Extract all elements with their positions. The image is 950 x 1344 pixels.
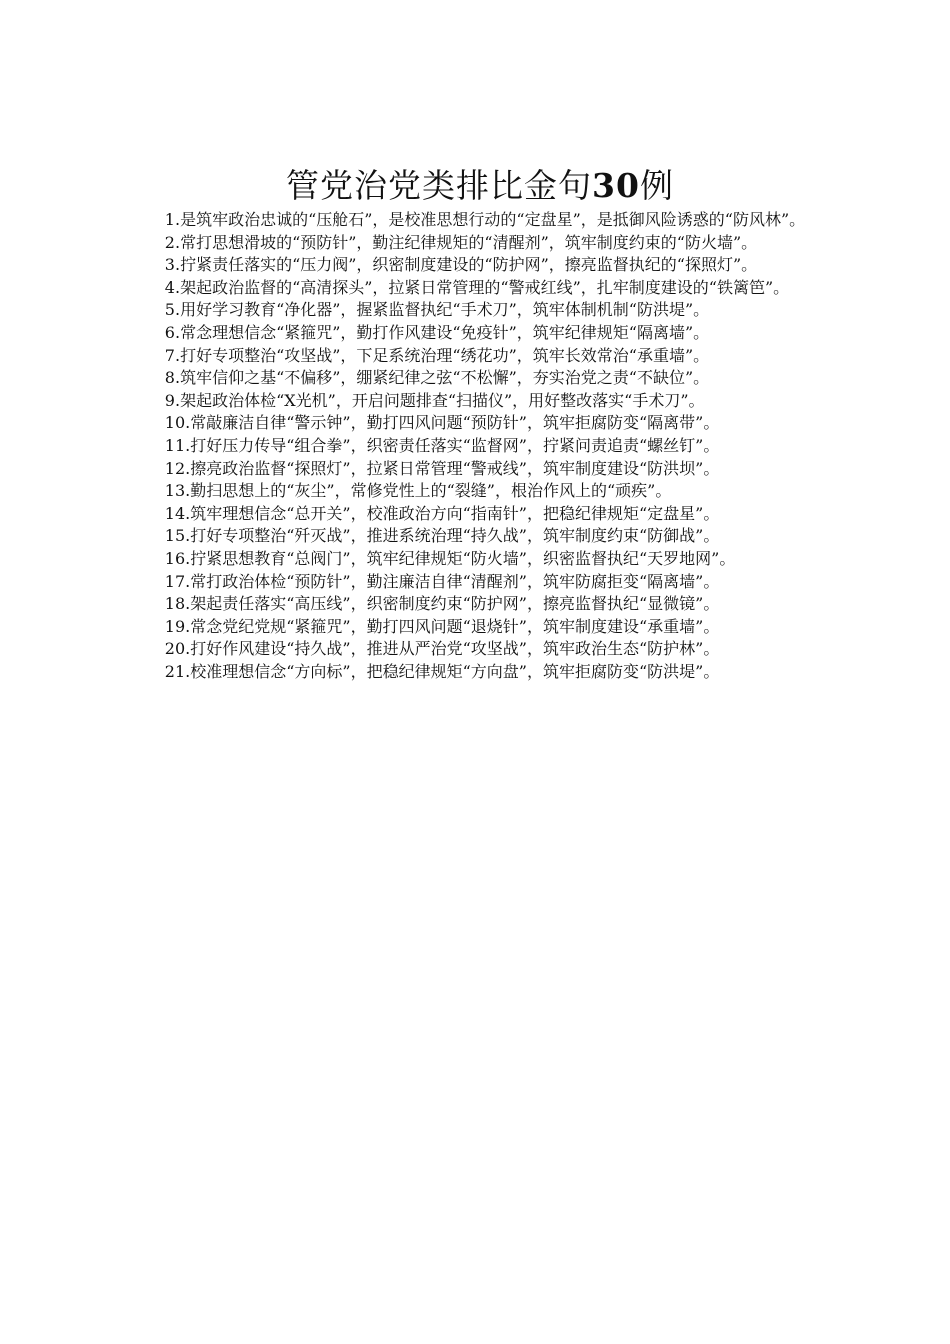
list-item: 18.架起责任落实“高压线”，织密制度约束“防护网”，擦亮监督执纪“显微镜”。 — [164, 594, 720, 614]
list-item: 21.校准理想信念“方向标”，把稳纪律规矩“方向盘”，筑牢拒腐防变“防洪堤”。 — [164, 661, 720, 681]
list-item: 19.常念党纪党规“紧箍咒”，勤打四风问题“退烧针”，筑牢制度建设“承重墙”。 — [164, 616, 720, 636]
list-item: 7.打好专项整治“攻坚战”，下足系统治理“绣花功”，筑牢长效常治“承重墙”。 — [164, 345, 710, 365]
list-item: 2.常打思想滑坡的“预防针”，勤注纪律规矩的“清醒剂”，筑牢制度约束的“防火墙”。 — [164, 232, 758, 252]
list-item: 10.常敲廉洁自律“警示钟”，勤打四风问题“预防针”，筑牢拒腐防变“隔离带”。 — [164, 413, 720, 433]
list-item: 16.拧紧思想教育“总阀门”，筑牢纪律规矩“防火墙”，织密监督执纪“天罗地网”。 — [164, 548, 736, 568]
item-list — [128, 209, 832, 683]
document-title — [128, 163, 832, 209]
list-item: 4.架起政治监督的“高清探头”，拉紧日常管理的“警戒红线”，扎牢制度建设的“铁篱笆”。 — [164, 277, 790, 297]
list-item: 13.勤扫思想上的“灰尘”，常修党性上的“裂缝”，根治作风上的“顽疾”。 — [164, 481, 672, 501]
list-item: 12.擦亮政治监督“探照灯”，拉紧日常管理“警戒线”，筑牢制度建设“防洪坝”。 — [164, 458, 720, 478]
title-suffix: 例 — [639, 166, 674, 205]
list-item: 20.打好作风建设“持久战”，推进从严治党“攻坚战”，筑牢政治生态“防护林”。 — [164, 639, 720, 659]
list-item: 9.架起政治体检“X光机”，开启问题排查“扫描仪”，用好整改落实“手术刀”。 — [164, 390, 705, 410]
list-item: 6.常念理想信念“紧箍咒”，勤打作风建设“免疫针”，筑牢纪律规矩“隔离墙”。 — [164, 322, 710, 342]
list-item: 14.筑牢理想信念“总开关”，校准政治方向“指南针”，把稳纪律规矩“定盘星”。 — [164, 503, 720, 523]
document-page — [128, 163, 832, 683]
list-item: 8.筑牢信仰之基“不偏移”，绷紧纪律之弦“不松懈”，夯实治党之责“不缺位”。 — [164, 368, 710, 388]
title-number: 30 — [592, 166, 640, 205]
list-item: 5.用好学习教育“净化器”，握紧监督执纪“手术刀”，筑牢体制机制“防洪堤”。 — [164, 300, 710, 320]
list-item: 15.打好专项整治“歼灭战”，推进系统治理“持久战”，筑牢制度约束“防御战”。 — [164, 526, 720, 546]
list-item: 11.打好压力传导“组合拳”，织密责任落实“监督网”，拧紧问责追责“螺丝钉”。 — [164, 435, 720, 455]
list-item: 1.是筑牢政治忠诚的“压舱石”，是校准思想行动的“定盘星”，是抵御风险诱惑的“防风林”。 — [164, 210, 806, 229]
list-item: 17.常打政治体检“预防针”，勤注廉洁自律“清醒剂”，筑牢防腐拒变“隔离墙”。 — [164, 571, 720, 591]
list-item: 3.拧紧责任落实的“压力阀”，织密制度建设的“防护网”，擦亮监督执纪的“探照灯”。 — [164, 255, 758, 275]
title-text: 管党治党类排比金句 — [286, 166, 593, 205]
